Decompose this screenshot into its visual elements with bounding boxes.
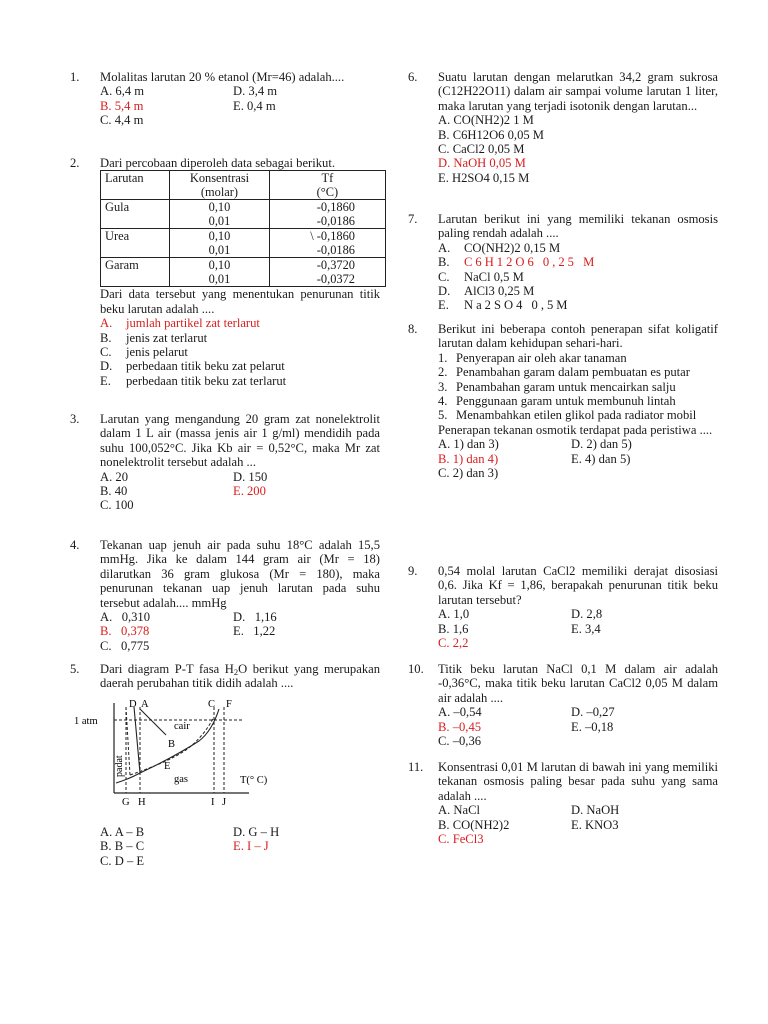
question-6 [408, 70, 718, 212]
option-b[interactable]: B. B – C [100, 839, 145, 854]
header-text: Tf [321, 171, 334, 186]
cell-value: -0,3720 [316, 258, 355, 273]
point-c-label: C [208, 698, 216, 710]
option-letter: A. [438, 240, 451, 255]
pressure-label: 1 atm [74, 715, 98, 727]
option-e[interactable]: E. KNO3 [571, 817, 619, 832]
question-9 [408, 564, 718, 662]
option-text: perbedaan titik beku zat pelarut [126, 359, 285, 374]
option-d[interactable]: D. –0,27 [571, 705, 615, 720]
option-letter: D. [438, 284, 451, 299]
cell-tf [269, 258, 385, 287]
list-number: 4. [438, 394, 448, 409]
cell-value: \ -0,1860 [310, 229, 355, 244]
question-number: 8. [408, 322, 418, 336]
list-item [438, 380, 718, 394]
cell-name: Garam [101, 258, 170, 287]
region-liquid-label: cair [174, 720, 190, 732]
left-column [70, 70, 380, 868]
cell-tf [269, 229, 385, 258]
question-10 [408, 662, 718, 760]
question-5 [70, 662, 380, 868]
option-text: Na2SO4 0,5M [464, 298, 571, 313]
temperature-label: T(° C) [240, 774, 268, 786]
point-g-label: G [122, 796, 130, 807]
option-letter: C. [438, 269, 450, 284]
option-text: C6H12O6 0,25 M [464, 255, 598, 270]
option-a[interactable]: A. NaCl [438, 803, 480, 818]
option-e-answer[interactable]: E. 200 [233, 484, 266, 499]
table-row [101, 258, 386, 287]
option-d[interactable] [100, 359, 380, 373]
question-number: 1. [70, 70, 80, 84]
cell-tf [269, 200, 385, 229]
cell-value: -0,1860 [316, 200, 355, 215]
table-header [269, 171, 385, 200]
option-e[interactable]: E. –0,18 [571, 719, 614, 734]
cell-value: 0,10 [208, 200, 231, 215]
cell-value: 0,01 [208, 214, 231, 229]
option-e-answer[interactable]: E. I – J [233, 839, 269, 854]
question-stem [100, 662, 380, 691]
options [438, 705, 718, 748]
option-e[interactable] [100, 374, 380, 388]
options [438, 437, 718, 480]
cell-value: -0,0372 [316, 272, 355, 287]
point-b-label: B [168, 738, 176, 750]
option-b[interactable] [100, 331, 380, 345]
list-text: Penggunaan garam untuk membunuh lintah [456, 394, 676, 409]
option-a[interactable]: A. 1,0 [438, 607, 470, 622]
list-number: 1. [438, 350, 448, 365]
cell-name: Urea [101, 229, 170, 258]
question-stem: Larutan berikut ini yang memiliki tekanan osmosis paling rendah adalah .... [438, 212, 718, 241]
option-b[interactable]: B. CO(NH2)2 [438, 817, 510, 832]
cell-value: -0,0186 [316, 214, 355, 229]
list-number: 2. [438, 365, 448, 380]
table-row [101, 229, 386, 258]
question-stem: Molalitas larutan 20 % etanol (Mr=46) adalah.... [100, 70, 345, 84]
point-h-label: H [138, 796, 146, 807]
cell-value: 0,01 [208, 272, 231, 287]
options [438, 803, 718, 846]
question-stem: Dari percobaan diperoleh data sebagai berikut. [100, 156, 335, 170]
option-letter: A. [100, 316, 113, 331]
option-c[interactable] [438, 270, 718, 284]
question-8 [408, 322, 718, 564]
option-b[interactable]: B. C6H12O6 0,05 M [438, 127, 545, 142]
point-i-label: I [211, 796, 215, 807]
cell-value: 0,10 [208, 229, 231, 244]
stem-text: Dari diagram P-T fasa H [100, 662, 234, 676]
option-d[interactable]: D. 2) dan 5) [571, 437, 632, 452]
question-number: 11. [408, 760, 424, 774]
option-e[interactable]: E. 4) dan 5) [571, 451, 631, 466]
question-number: 4. [70, 538, 80, 552]
option-text: jenis zat terlarut [126, 330, 208, 345]
options [100, 316, 380, 388]
question-stem: Tekanan uap jenuh air pada suhu 18°C adalah 15,5 mmHg. Jika ke dalam 144 gram air (Mr = 18) dilarutkan 36 gram glukosa (Mr = 180), maka penurunan tekanan uap jenuh larutan pada suhu tersebut adalah.... mmHg [100, 538, 380, 610]
option-a[interactable]: A. CO(NH2)2 1 M [438, 113, 534, 128]
header-subtext: (°C) [316, 185, 339, 200]
option-e[interactable]: E. H2SO4 0,15 M [438, 170, 530, 185]
point-f-label: F [226, 698, 232, 710]
option-e[interactable] [438, 298, 718, 312]
question-stem: Larutan yang mengandung 20 gram zat nonelektrolit dalam 1 L air (massa jenis air 1 g/ml) mendidih pada suhu 100,052°C. Jika Kb air = 0,52°C, maka Mr zat nonelektrolit tersebut adalah ... [100, 412, 380, 470]
list-item [438, 394, 718, 408]
option-letter: C. [100, 345, 112, 360]
list-text: Menambahkan etilen glikol pada radiator mobil [456, 408, 697, 423]
question-followup: Penerapan tekanan osmotik terdapat pada peristiwa .... [438, 422, 713, 437]
question-stem: Berikut ini beberapa contoh penerapan sifat koligatif larutan dalam kehidupan sehari-hari. [438, 322, 718, 351]
question-number: 5. [70, 662, 80, 676]
fusion-curve-solution [126, 707, 130, 775]
table-header [101, 171, 170, 200]
question-4 [70, 538, 380, 662]
cell-value: 0,10 [208, 258, 231, 273]
option-b-answer[interactable]: B. –0,45 [438, 719, 482, 734]
option-b[interactable]: B. 40 [100, 484, 128, 499]
option-text: NaCl 0,5 M [464, 269, 524, 284]
table-header-row [101, 171, 386, 200]
cell-concentration [170, 258, 269, 287]
option-d[interactable]: D. 2,8 [571, 607, 603, 622]
option-a[interactable]: A. A – B [100, 824, 145, 839]
option-e[interactable]: E. 3,4 [571, 621, 601, 636]
header-text: Larutan [105, 171, 144, 186]
region-solid-label: padat [114, 755, 125, 777]
option-c[interactable]: C. 2) dan 3) [438, 466, 499, 481]
fusion-curve [134, 707, 140, 773]
option-c[interactable]: C. CaCl2 0,05 M [438, 142, 525, 157]
option-text: jenis pelarut [126, 345, 188, 360]
options [100, 610, 380, 653]
options [100, 825, 380, 868]
example-list [438, 351, 718, 423]
options [438, 241, 718, 313]
point-d-label: D [129, 698, 137, 710]
option-c[interactable]: C. D – E [100, 853, 145, 868]
option-b-answer[interactable]: B. 5,4 m [100, 98, 144, 113]
options [438, 607, 718, 650]
question-7 [408, 212, 718, 322]
region-gas-label: gas [174, 773, 188, 785]
question-2 [70, 156, 380, 412]
options [438, 113, 718, 185]
option-text: perbedaan titik beku zat terlarut [126, 373, 287, 388]
list-text: Penambahan garam untuk mencairkan salju [456, 379, 676, 394]
option-letter: E. [100, 373, 111, 388]
table-header [170, 171, 269, 200]
stem-text: O berikut yang merupakan daerah perubahan titik didih adalah .... [100, 662, 380, 691]
option-letter: B. [438, 255, 450, 270]
option-a[interactable]: A. –0,54 [438, 705, 482, 720]
option-e[interactable]: E. 1,22 [233, 624, 276, 639]
cell-value: 0,01 [208, 243, 231, 258]
option-a[interactable]: A. 20 [100, 469, 128, 484]
list-number: 5. [438, 408, 448, 423]
option-letter: D. [100, 359, 113, 374]
option-c[interactable]: C. –0,36 [438, 734, 482, 749]
question-1 [70, 70, 380, 156]
option-e[interactable]: E. 0,4 m [233, 98, 276, 113]
option-text: CO(NH2)2 0,15 M [464, 240, 561, 255]
option-b[interactable]: B. 1,6 [438, 621, 469, 636]
option-a[interactable]: A. 0,310 [100, 610, 151, 625]
option-b-answer[interactable]: B. 1) dan 4) [438, 451, 499, 466]
list-item [438, 351, 718, 365]
option-letter: E. [438, 298, 449, 313]
question-11 [408, 760, 718, 846]
options [100, 84, 380, 127]
option-a[interactable] [438, 241, 718, 255]
phase-diagram [74, 697, 304, 807]
point-a-label: A [141, 698, 149, 710]
option-d[interactable]: D. 150 [233, 469, 268, 484]
question-number: 7. [408, 212, 418, 226]
cell-name: Gula [101, 200, 170, 229]
option-c[interactable]: C. 100 [100, 498, 134, 513]
option-c[interactable] [100, 345, 380, 359]
question-number: 2. [70, 156, 80, 170]
options [100, 470, 380, 513]
list-number: 3. [438, 379, 448, 394]
option-a[interactable]: A. 6,4 m [100, 84, 145, 99]
list-item [438, 408, 718, 422]
stem-subscript: 2 [233, 667, 239, 677]
question-number: 3. [70, 412, 80, 426]
question-stem: 0,54 molal larutan CaCl2 memiliki derajat disosiasi 0,6. Jika Kf = 1,86, berapakah penurunan titik beku larutan tersebut? [438, 564, 718, 607]
option-a[interactable]: A. 1) dan 3) [438, 437, 499, 452]
point-e-label: E [164, 760, 171, 772]
list-text: Penyerapan air oleh akar tanaman [456, 350, 627, 365]
option-c[interactable]: C. 4,4 m [100, 113, 144, 128]
option-d[interactable]: D. 3,4 m [233, 84, 278, 99]
cell-value: -0,0186 [316, 243, 355, 258]
option-c[interactable]: C. 0,775 [100, 638, 150, 653]
question-stem: Titik beku larutan NaCl 0,1 M dalam air adalah -0,36°C, maka titik beku larutan CaCl2 0,05 M dalam air adalah .... [438, 662, 718, 705]
option-a-answer[interactable] [100, 316, 380, 330]
option-d[interactable]: D. 1,16 [233, 610, 277, 625]
cell-concentration [170, 200, 269, 229]
table-row [101, 200, 386, 229]
header-text: Konsentrasi [189, 171, 250, 186]
list-text: Penambahan garam dalam pembuatan es putar [456, 365, 690, 380]
question-3 [70, 412, 380, 538]
option-d[interactable]: D. NaOH [571, 803, 620, 818]
option-b-answer[interactable] [438, 255, 718, 269]
question-number: 9. [408, 564, 418, 578]
option-c-answer[interactable]: C. 2,2 [438, 636, 469, 651]
question-stem: Suatu larutan dengan melarutkan 34,2 gram sukrosa (C12H22O11) dalam air sampai volume larutan 1 liter, maka larutan yang terjadi isotonik dengan larutan... [438, 70, 718, 113]
option-b-answer[interactable]: B. 0,378 [100, 624, 150, 639]
header-subtext: (molar) [200, 185, 239, 200]
line-a-b [140, 709, 166, 735]
question-number: 6. [408, 70, 418, 84]
option-c-answer[interactable]: C. FeCl3 [438, 832, 484, 847]
option-letter: B. [100, 330, 112, 345]
right-column [408, 70, 718, 846]
option-text: jumlah partikel zat terlarut [126, 316, 260, 331]
point-j-label: J [222, 796, 227, 807]
data-table [100, 170, 386, 287]
option-d[interactable] [438, 284, 718, 298]
option-d-answer[interactable]: D. NaOH 0,05 M [438, 156, 526, 171]
question-stem: Konsentrasi 0,01 M larutan di bawah ini yang memiliki tekanan osmosis paling besar pada suhu yang sama adalah .... [438, 760, 718, 803]
option-d[interactable]: D. G – H [233, 824, 280, 839]
question-number: 10. [408, 662, 424, 676]
list-item [438, 365, 718, 379]
question-followup: Dari data tersebut yang menentukan penurunan titik beku larutan adalah .... [100, 287, 380, 316]
option-text: AlCl3 0,25 M [464, 284, 535, 299]
cell-concentration [170, 229, 269, 258]
